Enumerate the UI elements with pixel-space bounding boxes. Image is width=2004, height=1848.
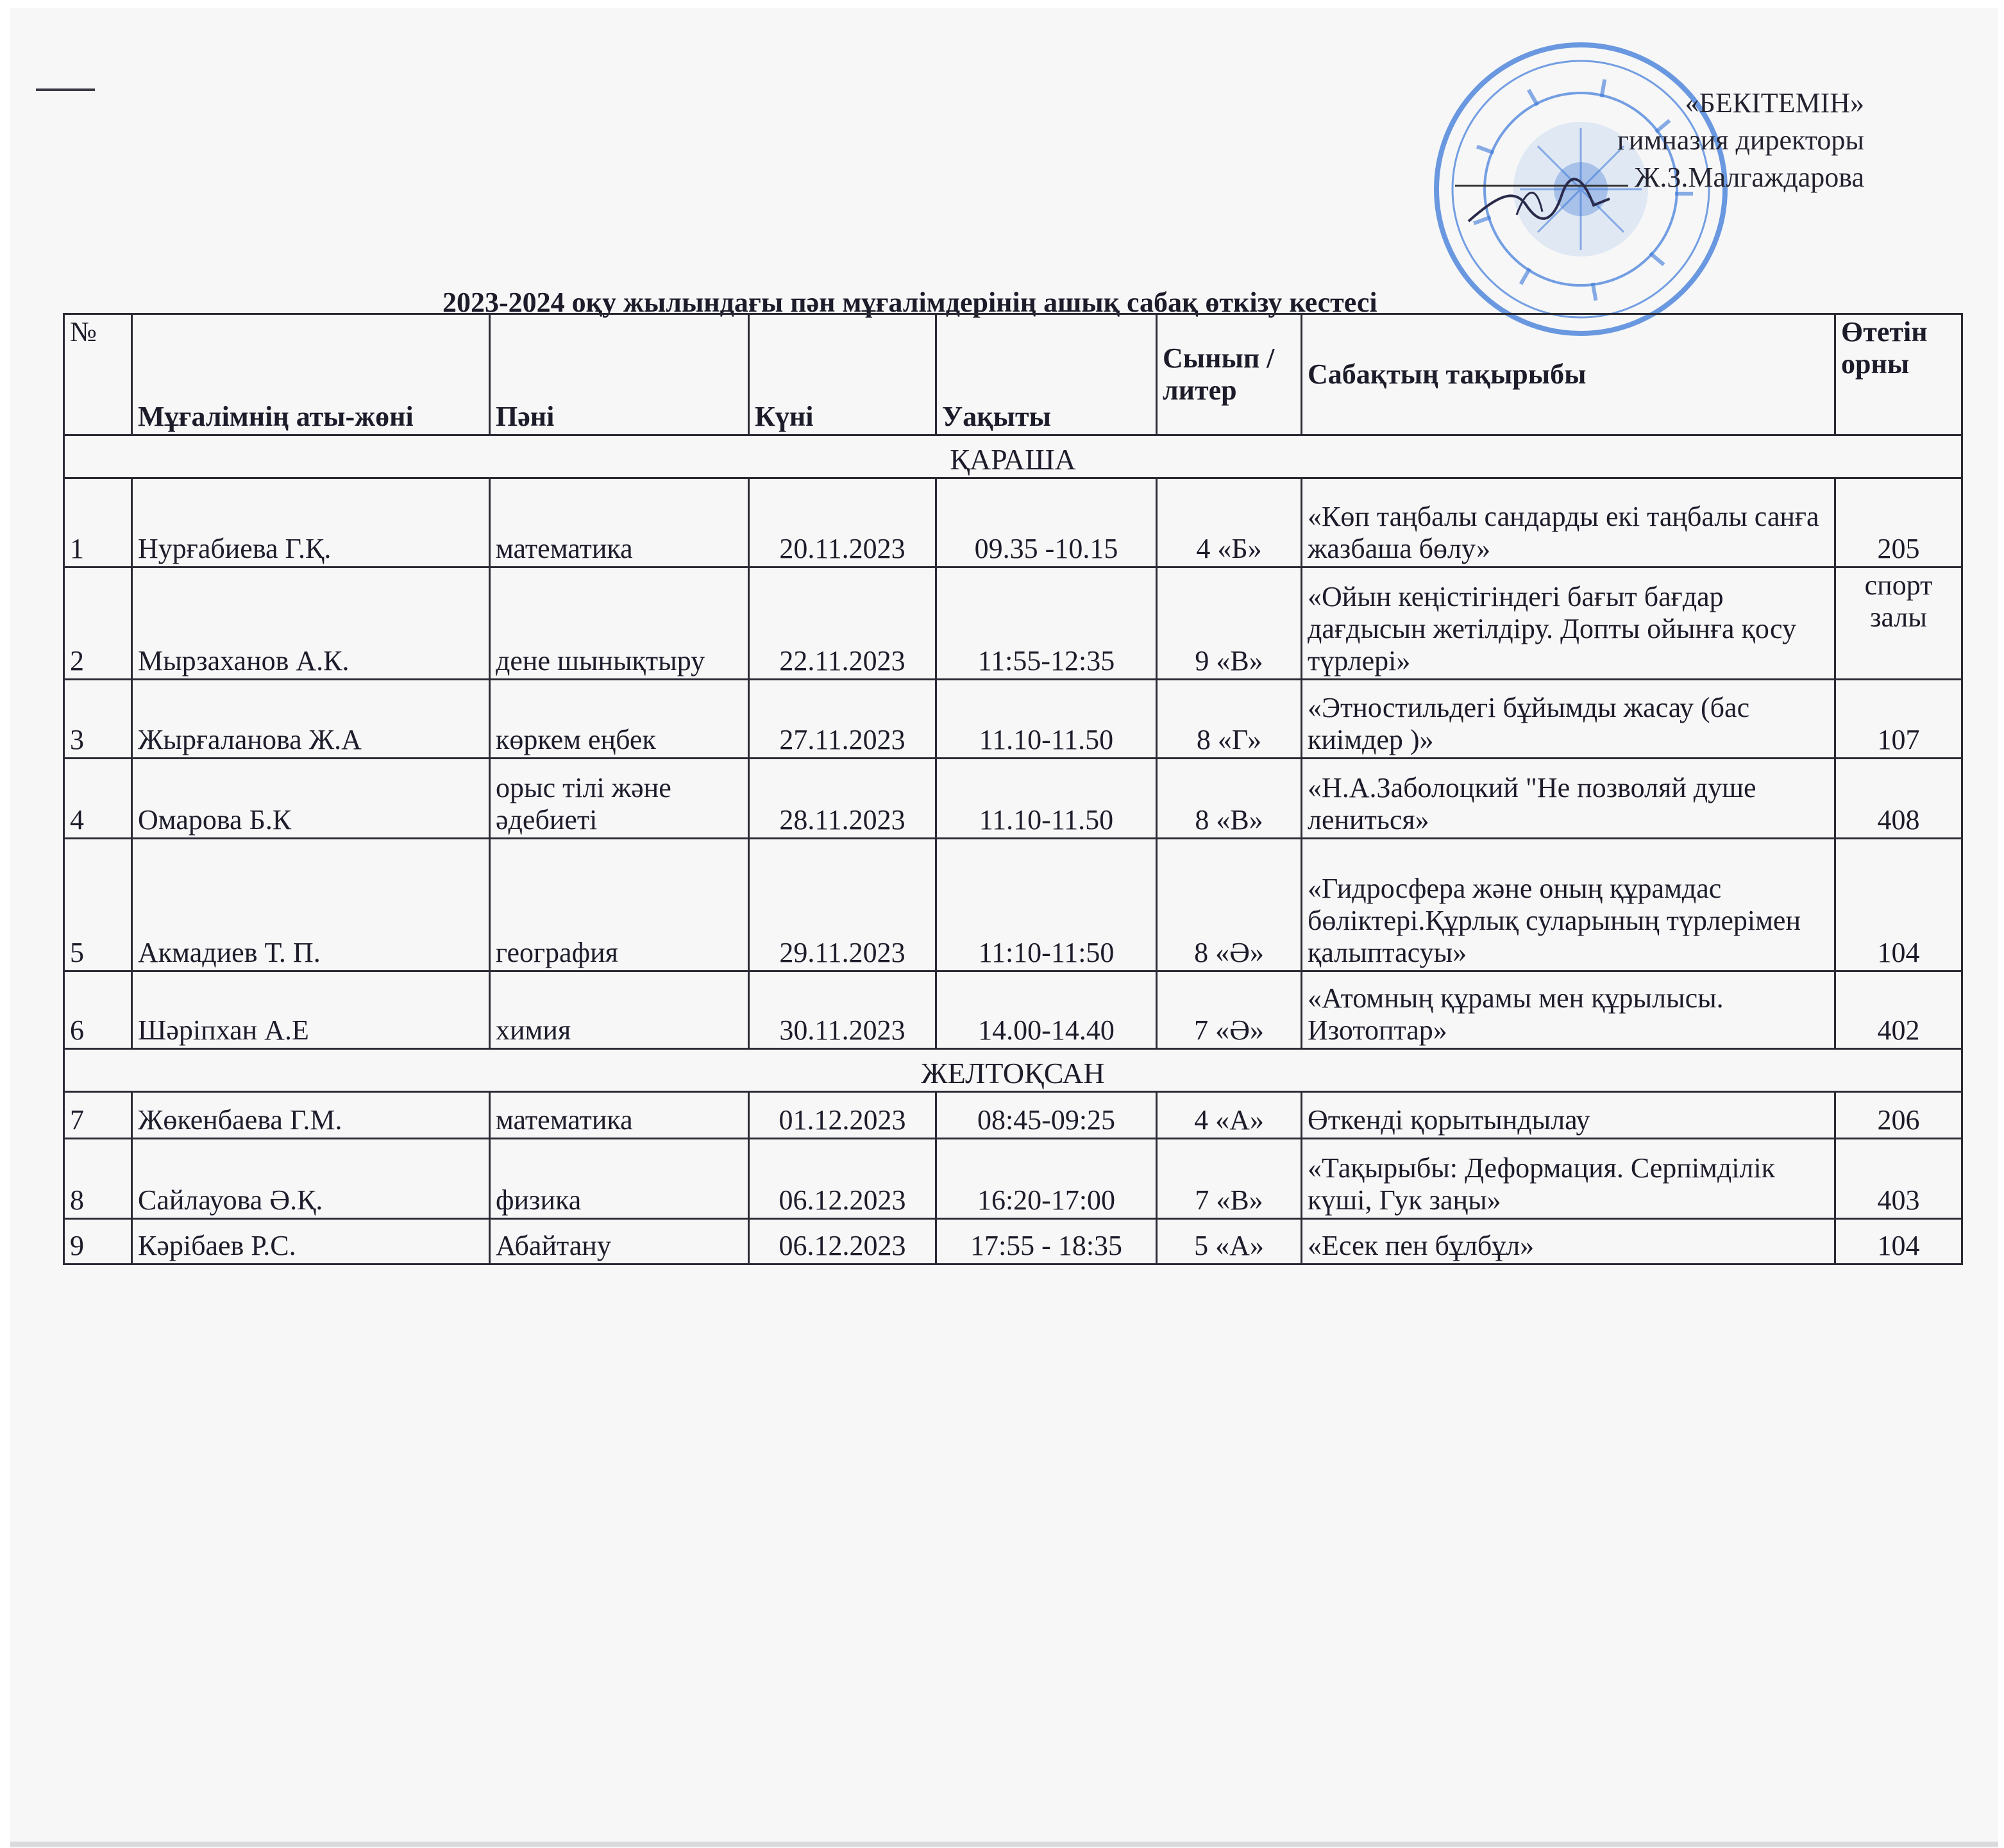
topic-cell: «Ойын кеңістігіндегі бағыт бағдар дағдысын жетілдіру. Допты ойынға қосу түрлері» bbox=[1302, 567, 1835, 680]
teacher-cell: Кәрібаев Р.С. bbox=[132, 1219, 490, 1264]
room-cell: 205 bbox=[1835, 478, 1962, 567]
teacher-cell: Акмадиев Т. П. bbox=[132, 839, 490, 971]
month-name: ЖЕЛТОҚСАН bbox=[64, 1049, 1962, 1092]
row-number: 2 bbox=[64, 567, 132, 680]
table-row bbox=[64, 1139, 1962, 1219]
subject-cell: Абайтану bbox=[490, 1219, 749, 1264]
time-cell: 16:20-17:00 bbox=[936, 1139, 1157, 1219]
time-cell: 14.00-14.40 bbox=[936, 971, 1157, 1049]
time-cell: 11.10-11.50 bbox=[936, 759, 1157, 839]
teacher-cell: Нурғабиева Г.Қ. bbox=[132, 478, 490, 567]
teacher-cell: Жөкенбаева Г.М. bbox=[132, 1092, 490, 1139]
class-cell: 5 «А» bbox=[1157, 1219, 1302, 1264]
table-row bbox=[64, 680, 1962, 759]
page-edge bbox=[10, 1842, 1998, 1847]
table-row bbox=[64, 839, 1962, 971]
room-cell: спорт залы bbox=[1835, 567, 1962, 680]
subject-cell: математика bbox=[490, 478, 749, 567]
handwritten-signature-icon bbox=[1456, 160, 1622, 237]
time-cell: 09.35 -10.15 bbox=[936, 478, 1157, 567]
row-number: 6 bbox=[64, 971, 132, 1049]
header-place: Өтетін орны bbox=[1835, 314, 1962, 435]
topic-cell: «Тақырыбы: Деформация. Серпімділік күші, Гук заңы» bbox=[1302, 1139, 1835, 1219]
room-cell: 408 bbox=[1835, 759, 1962, 839]
table-row bbox=[64, 1219, 1962, 1264]
class-cell: 9 «В» bbox=[1157, 567, 1302, 680]
class-cell: 8 «Ә» bbox=[1157, 839, 1302, 971]
corner-dash bbox=[36, 88, 95, 91]
topic-cell: «Н.А.Заболоцкий "Не позволяй душе лениться» bbox=[1302, 759, 1835, 839]
row-number: 9 bbox=[64, 1219, 132, 1264]
row-number: 1 bbox=[64, 478, 132, 567]
approval-word: «БЕКІТЕМІН» bbox=[1685, 87, 1864, 119]
topic-cell: «Атомның құрамы мен құрылысы. Изотоптар» bbox=[1302, 971, 1835, 1049]
room-cell: 206 bbox=[1835, 1092, 1962, 1139]
header-day: Күні bbox=[749, 314, 936, 435]
class-cell: 8 «В» bbox=[1157, 759, 1302, 839]
date-cell: 27.11.2023 bbox=[749, 680, 936, 759]
month-name: ҚАРАША bbox=[64, 435, 1962, 478]
class-cell: 4 «А» bbox=[1157, 1092, 1302, 1139]
date-cell: 28.11.2023 bbox=[749, 759, 936, 839]
subject-cell: химия bbox=[490, 971, 749, 1049]
header-row bbox=[64, 314, 1962, 435]
time-cell: 11:55-12:35 bbox=[936, 567, 1157, 680]
date-cell: 06.12.2023 bbox=[749, 1139, 936, 1219]
table-row bbox=[64, 971, 1962, 1049]
class-cell: 7 «Ә» bbox=[1157, 971, 1302, 1049]
date-cell: 06.12.2023 bbox=[749, 1219, 936, 1264]
approval-position: гимназия директоры bbox=[1617, 124, 1864, 156]
topic-cell: «Көп таңбалы сандарды екі таңбалы санға жазбаша бөлу» bbox=[1302, 478, 1835, 567]
subject-cell: көркем еңбек bbox=[490, 680, 749, 759]
table-row bbox=[64, 1092, 1962, 1139]
teacher-cell: Шәріпхан А.Е bbox=[132, 971, 490, 1049]
schedule-table bbox=[63, 313, 1963, 1265]
subject-cell: орыс тілі және әдебиеті bbox=[490, 759, 749, 839]
teacher-cell: Сайлауова Ә.Қ. bbox=[132, 1139, 490, 1219]
room-cell: 104 bbox=[1835, 839, 1962, 971]
class-cell: 8 «Г» bbox=[1157, 680, 1302, 759]
room-cell: 403 bbox=[1835, 1139, 1962, 1219]
subject-cell: география bbox=[490, 839, 749, 971]
header-subject: Пәні bbox=[490, 314, 749, 435]
header-class: Сынып /литер bbox=[1157, 314, 1302, 435]
header-no: № bbox=[64, 314, 132, 435]
header-time: Уақыты bbox=[936, 314, 1157, 435]
subject-cell: физика bbox=[490, 1139, 749, 1219]
subject-cell: математика bbox=[490, 1092, 749, 1139]
teacher-cell: Мырзаханов А.К. bbox=[132, 567, 490, 680]
teacher-cell: Жырғаланова Ж.А bbox=[132, 680, 490, 759]
table-row bbox=[64, 567, 1962, 680]
date-cell: 29.11.2023 bbox=[749, 839, 936, 971]
month-row bbox=[64, 1049, 1962, 1092]
time-cell: 08:45-09:25 bbox=[936, 1092, 1157, 1139]
table-row bbox=[64, 478, 1962, 567]
row-number: 7 bbox=[64, 1092, 132, 1139]
class-cell: 4 «Б» bbox=[1157, 478, 1302, 567]
topic-cell: «Есек пен бұлбұл» bbox=[1302, 1219, 1835, 1264]
date-cell: 01.12.2023 bbox=[749, 1092, 936, 1139]
row-number: 8 bbox=[64, 1139, 132, 1219]
approval-director: Ж.З.Малгаждарова bbox=[1634, 162, 1864, 193]
class-cell: 7 «В» bbox=[1157, 1139, 1302, 1219]
row-number: 4 bbox=[64, 759, 132, 839]
date-cell: 20.11.2023 bbox=[749, 478, 936, 567]
room-cell: 107 bbox=[1835, 680, 1962, 759]
topic-cell: «Этностильдегі бұйымды жасау (бас киімдер )» bbox=[1302, 680, 1835, 759]
document-title: 2023-2024 оқу жылындағы пән мұғалімдерінің ашық сабақ өткізу кестесі bbox=[442, 287, 1377, 318]
teacher-cell: Омарова Б.К bbox=[132, 759, 490, 839]
table-row bbox=[64, 759, 1962, 839]
date-cell: 22.11.2023 bbox=[749, 567, 936, 680]
time-cell: 11.10-11.50 bbox=[936, 680, 1157, 759]
date-cell: 30.11.2023 bbox=[749, 971, 936, 1049]
header-teacher: Мұғалімнің аты-жөні bbox=[132, 314, 490, 435]
header-topic: Сабақтың тақырыбы bbox=[1302, 314, 1835, 435]
month-row bbox=[64, 435, 1962, 478]
topic-cell: Өткенді қорытындылау bbox=[1302, 1092, 1835, 1139]
row-number: 3 bbox=[64, 680, 132, 759]
time-cell: 11:10-11:50 bbox=[936, 839, 1157, 971]
time-cell: 17:55 - 18:35 bbox=[936, 1219, 1157, 1264]
room-cell: 104 bbox=[1835, 1219, 1962, 1264]
room-cell: 402 bbox=[1835, 971, 1962, 1049]
subject-cell: дене шынықтыру bbox=[490, 567, 749, 680]
row-number: 5 bbox=[64, 839, 132, 971]
topic-cell: «Гидросфера және оның құрамдас бөліктері.Құрлық суларының түрлерімен қалыптасуы» bbox=[1302, 839, 1835, 971]
